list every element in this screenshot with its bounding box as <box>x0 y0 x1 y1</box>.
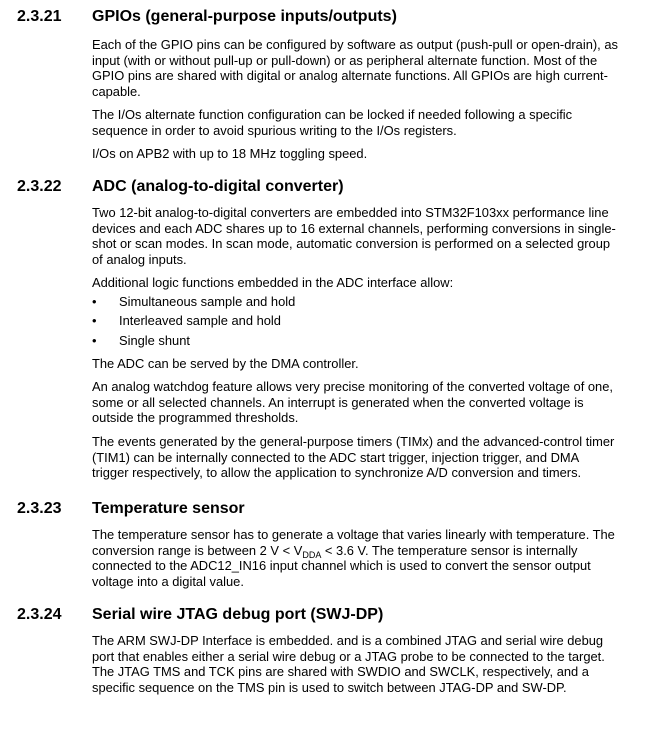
section-title: ADC (analog-to-digital converter) <box>92 178 344 195</box>
paragraph <box>92 434 614 481</box>
paragraph <box>92 356 359 372</box>
text-line: Additional logic functions embedded in the ADC interface allow: <box>92 275 454 290</box>
text-line: Each of the GPIO pins can be configured by software as output (push-pull or open-drain), as <box>92 37 618 52</box>
paragraph <box>92 146 367 162</box>
section-number: 2.3.24 <box>17 606 62 623</box>
text-line: The JTAG TMS and TCK pins are shared with SWDIO and SWCLK, respectively, and a <box>92 664 589 680</box>
text-line: outside the programmed thresholds. <box>92 410 299 426</box>
paragraph <box>92 205 616 268</box>
text-line: trigger respectively, to allow the application to synchronize A/D conversion and timers. <box>92 465 582 481</box>
section-number: 2.3.23 <box>17 500 62 517</box>
paragraph <box>92 379 613 426</box>
bullet-icon: • <box>92 313 97 328</box>
text-line: The ADC can be served by the DMA controller. <box>92 356 359 371</box>
text-span: < 3.6 V. The temperature sensor is internally <box>321 542 578 558</box>
paragraph <box>92 527 615 590</box>
text-line: specific sequence on the TMS pin is used to switch between JTAG-DP and SW-DP. <box>92 680 567 696</box>
text-line: voltage into a digital value. <box>92 574 244 590</box>
text-line: The temperature sensor has to generate a voltage that varies linearly with temperature. The <box>92 527 615 542</box>
text-line: port that enables either a serial wire debug or a JTAG probe to be connected to the target. <box>92 648 605 664</box>
text-line: The I/Os alternate function configuration can be locked if needed following a specific <box>92 107 573 122</box>
text-line: capable. <box>92 84 141 100</box>
section-title: Serial wire JTAG debug port (SWJ-DP) <box>92 606 384 623</box>
section-title: GPIOs (general-purpose inputs/outputs) <box>92 8 397 25</box>
bullet-icon: • <box>92 333 97 348</box>
paragraph <box>92 37 618 100</box>
text-line: I/Os on APB2 with up to 18 MHz toggling speed. <box>92 146 368 161</box>
text-line: (TIM1) can be internally connected to the ADC start trigger, injection trigger, and DMA <box>92 449 580 465</box>
section-number: 2.3.22 <box>17 178 62 195</box>
text-line: connected to the ADC12_IN16 input channel which is used to convert the sensor output <box>92 558 591 574</box>
text-line: An analog watchdog feature allows very precise monitoring of the converted voltage of one, <box>92 379 613 394</box>
text-line: devices and each ADC shares up to 16 external channels, performing conversions in single- <box>92 220 616 236</box>
subscript: DDA <box>302 549 322 560</box>
text-line: some or all selected channels. An interrupt is generated when the converted voltage is <box>92 394 584 410</box>
text-line: sequence in order to avoid spurious writing to the I/Os registers. <box>92 122 457 138</box>
text-line: The ARM SWJ-DP Interface is embedded. and is a combined JTAG and serial wire debug <box>92 633 604 648</box>
text-line <box>92 543 615 559</box>
paragraph <box>92 633 605 696</box>
section-title: Temperature sensor <box>92 500 245 517</box>
list-item-text: Single shunt <box>119 333 190 348</box>
text-line: GPIO pins are shared with digital or analog alternate functions. All GPIOs are high current- <box>92 68 608 84</box>
text-line: input (with or without pull-up or pull-down) or as peripheral alternate function. Most of the <box>92 52 598 68</box>
list-item-text: Interleaved sample and hold <box>119 313 281 328</box>
list-item-text: Simultaneous sample and hold <box>119 294 296 309</box>
paragraph <box>92 275 453 291</box>
paragraph <box>92 107 572 138</box>
text-span: conversion range is between 2 V < V <box>92 542 303 558</box>
text-line: The events generated by the general-purpose timers (TIMx) and the advanced-control timer <box>92 434 615 449</box>
bullet-icon: • <box>92 294 97 309</box>
text-line: shot or scan modes. In scan mode, automatic conversion is performed on a selected group <box>92 236 611 252</box>
text-line: of analog inputs. <box>92 252 187 268</box>
text-line: Two 12-bit analog-to-digital converters are embedded into STM32F103xx performance line <box>92 205 609 220</box>
section-number: 2.3.21 <box>17 8 62 25</box>
